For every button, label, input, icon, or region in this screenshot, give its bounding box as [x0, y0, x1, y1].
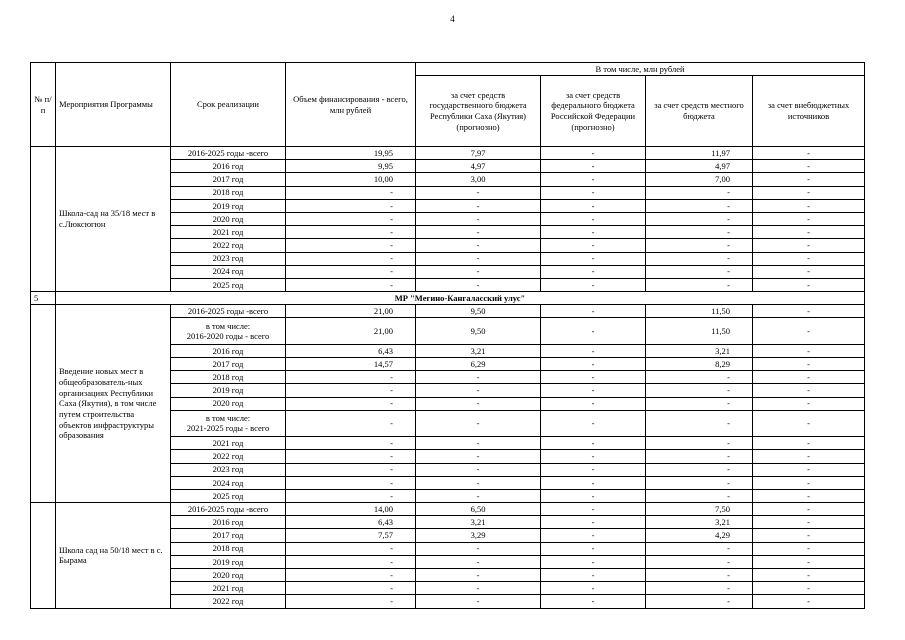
cell-local-budget: -: [646, 226, 753, 239]
cell-federal-budget: -: [541, 199, 646, 212]
cell-local-budget: 8,29: [646, 358, 753, 371]
cell-local-budget: -: [646, 410, 753, 436]
cell-federal-budget: -: [541, 384, 646, 397]
cell-period: 2020 год: [171, 569, 286, 582]
cell-federal-budget: -: [541, 160, 646, 173]
cell-period: 2022 год: [171, 239, 286, 252]
cell-state-budget: -: [416, 239, 541, 252]
cell-extrabudgetary: -: [753, 265, 865, 278]
cell-total: 21,00: [286, 318, 416, 344]
cell-local-budget: -: [646, 384, 753, 397]
cell-total: -: [286, 437, 416, 450]
cell-local-budget: -: [646, 212, 753, 225]
cell-period: 2021 год: [171, 437, 286, 450]
cell-state-budget: -: [416, 489, 541, 502]
cell-total: -: [286, 410, 416, 436]
cell-period: 2018 год: [171, 186, 286, 199]
table-row: [31, 503, 865, 516]
cell-period: 2019 год: [171, 384, 286, 397]
cell-local-budget: -: [646, 278, 753, 291]
cell-total: -: [286, 212, 416, 225]
cell-federal-budget: -: [541, 569, 646, 582]
cell-state-budget: -: [416, 582, 541, 595]
cell-local-budget: -: [646, 437, 753, 450]
cell-local-budget: 4,29: [646, 529, 753, 542]
cell-extrabudgetary: -: [753, 542, 865, 555]
cell-federal-budget: -: [541, 212, 646, 225]
cell-local-budget: -: [646, 186, 753, 199]
header-state-budget: за счет средств государственного бюджета Республики Саха (Якутия) (прогнозно): [416, 76, 541, 147]
cell-total: -: [286, 463, 416, 476]
cell-extrabudgetary: -: [753, 384, 865, 397]
cell-period: 2020 год: [171, 212, 286, 225]
header-total: Объем финансирования - всего, млн рублей: [286, 63, 416, 147]
cell-local-budget: 11,50: [646, 305, 753, 318]
cell-federal-budget: -: [541, 437, 646, 450]
cell-extrabudgetary: -: [753, 344, 865, 357]
header-event: Мероприятия Программы: [56, 63, 171, 147]
cell-extrabudgetary: -: [753, 371, 865, 384]
cell-total: -: [286, 569, 416, 582]
cell-state-budget: 6,29: [416, 358, 541, 371]
cell-total: 6,43: [286, 516, 416, 529]
cell-local-budget: -: [646, 450, 753, 463]
cell-extrabudgetary: -: [753, 305, 865, 318]
table-row: [31, 305, 865, 318]
budget-table: [30, 62, 865, 609]
page-number: 4: [450, 14, 455, 24]
cell-period: 2022 год: [171, 595, 286, 608]
cell-extrabudgetary: -: [753, 503, 865, 516]
cell-total: -: [286, 542, 416, 555]
cell-total: -: [286, 397, 416, 410]
cell-federal-budget: -: [541, 173, 646, 186]
header-extrabudgetary: за счет внебюджетных источников: [753, 76, 865, 147]
cell-extrabudgetary: -: [753, 278, 865, 291]
cell-extrabudgetary: -: [753, 358, 865, 371]
cell-federal-budget: -: [541, 358, 646, 371]
cell-total: 10,00: [286, 173, 416, 186]
cell-local-budget: -: [646, 252, 753, 265]
cell-state-budget: 9,50: [416, 318, 541, 344]
cell-federal-budget: -: [541, 397, 646, 410]
cell-federal-budget: -: [541, 555, 646, 568]
cell-state-budget: -: [416, 186, 541, 199]
cell-extrabudgetary: -: [753, 437, 865, 450]
cell-period: 2016-2025 годы -всего: [171, 305, 286, 318]
cell-period: 2025 год: [171, 489, 286, 502]
cell-state-budget: -: [416, 252, 541, 265]
table-row: [31, 147, 865, 160]
cell-extrabudgetary: -: [753, 173, 865, 186]
cell-period: 2020 год: [171, 397, 286, 410]
cell-total: -: [286, 226, 416, 239]
cell-extrabudgetary: -: [753, 555, 865, 568]
cell-federal-budget: -: [541, 371, 646, 384]
cell-total: -: [286, 489, 416, 502]
cell-period: 2017 год: [171, 358, 286, 371]
cell-state-budget: -: [416, 371, 541, 384]
cell-period: 2016 год: [171, 344, 286, 357]
cell-local-budget: -: [646, 476, 753, 489]
cell-state-budget: -: [416, 265, 541, 278]
cell-total: 6,43: [286, 344, 416, 357]
cell-total: -: [286, 239, 416, 252]
cell-federal-budget: -: [541, 318, 646, 344]
cell-state-budget: -: [416, 226, 541, 239]
cell-state-budget: 3,21: [416, 344, 541, 357]
cell-extrabudgetary: -: [753, 239, 865, 252]
cell-total: 14,57: [286, 358, 416, 371]
cell-period: в том числе: 2021-2025 годы - всего: [171, 410, 286, 436]
cell-extrabudgetary: -: [753, 476, 865, 489]
cell-total: -: [286, 582, 416, 595]
cell-state-budget: 3,00: [416, 173, 541, 186]
cell-local-budget: -: [646, 489, 753, 502]
header-local-budget: за счет средств местного бюджета: [646, 76, 753, 147]
cell-federal-budget: -: [541, 595, 646, 608]
cell-period: 2017 год: [171, 173, 286, 186]
cell-extrabudgetary: -: [753, 410, 865, 436]
cell-period: 2016-2025 годы -всего: [171, 147, 286, 160]
cell-federal-budget: -: [541, 489, 646, 502]
cell-period: 2023 год: [171, 252, 286, 265]
cell-period: в том числе: 2016-2020 годы - всего: [171, 318, 286, 344]
cell-extrabudgetary: -: [753, 582, 865, 595]
cell-total: -: [286, 384, 416, 397]
cell-total: -: [286, 199, 416, 212]
cell-period: 2016-2025 годы -всего: [171, 503, 286, 516]
cell-federal-budget: -: [541, 147, 646, 160]
cell-local-budget: -: [646, 555, 753, 568]
cell-federal-budget: -: [541, 344, 646, 357]
header-num: № п/п: [31, 63, 56, 147]
cell-federal-budget: -: [541, 476, 646, 489]
cell-period: 2019 год: [171, 555, 286, 568]
cell-federal-budget: -: [541, 410, 646, 436]
cell-extrabudgetary: -: [753, 147, 865, 160]
cell-period: 2017 год: [171, 529, 286, 542]
cell-state-budget: -: [416, 212, 541, 225]
header-row-top: [31, 63, 865, 76]
cell-federal-budget: -: [541, 239, 646, 252]
cell-state-budget: -: [416, 199, 541, 212]
cell-extrabudgetary: -: [753, 489, 865, 502]
header-federal-budget: за счет средств федерального бюджета Российской Федерации (прогнозно): [541, 76, 646, 147]
cell-local-budget: 4,97: [646, 160, 753, 173]
cell-local-budget: 11,97: [646, 147, 753, 160]
cell-local-budget: 3,21: [646, 516, 753, 529]
cell-local-budget: -: [646, 265, 753, 278]
cell-state-budget: -: [416, 463, 541, 476]
cell-state-budget: -: [416, 437, 541, 450]
cell-state-budget: -: [416, 595, 541, 608]
cell-federal-budget: -: [541, 529, 646, 542]
cell-total: -: [286, 555, 416, 568]
cell-local-budget: 3,21: [646, 344, 753, 357]
header-including: В том числе, млн рублей: [416, 63, 865, 76]
cell-local-budget: -: [646, 397, 753, 410]
cell-federal-budget: -: [541, 278, 646, 291]
cell-state-budget: -: [416, 450, 541, 463]
cell-extrabudgetary: -: [753, 160, 865, 173]
cell-state-budget: -: [416, 476, 541, 489]
cell-period: 2016 год: [171, 516, 286, 529]
cell-state-budget: -: [416, 278, 541, 291]
cell-total: 7,57: [286, 529, 416, 542]
cell-state-budget: -: [416, 542, 541, 555]
cell-period: 2019 год: [171, 199, 286, 212]
cell-local-budget: -: [646, 569, 753, 582]
cell-extrabudgetary: -: [753, 199, 865, 212]
cell-total: 9,95: [286, 160, 416, 173]
cell-state-budget: 6,50: [416, 503, 541, 516]
cell-federal-budget: -: [541, 450, 646, 463]
cell-period: 2022 год: [171, 450, 286, 463]
row-num: [31, 147, 56, 292]
cell-extrabudgetary: -: [753, 450, 865, 463]
header-period: Срок реализации: [171, 63, 286, 147]
cell-total: -: [286, 476, 416, 489]
cell-extrabudgetary: -: [753, 529, 865, 542]
cell-federal-budget: -: [541, 265, 646, 278]
cell-federal-budget: -: [541, 226, 646, 239]
cell-total: 14,00: [286, 503, 416, 516]
table-body: [31, 63, 865, 609]
cell-federal-budget: -: [541, 305, 646, 318]
cell-state-budget: 7,97: [416, 147, 541, 160]
cell-total: -: [286, 450, 416, 463]
cell-local-budget: -: [646, 463, 753, 476]
cell-extrabudgetary: -: [753, 397, 865, 410]
row-num: [31, 305, 56, 503]
cell-local-budget: -: [646, 239, 753, 252]
cell-period: 2018 год: [171, 371, 286, 384]
row-num: [31, 503, 56, 609]
cell-state-budget: -: [416, 410, 541, 436]
cell-federal-budget: -: [541, 463, 646, 476]
cell-local-budget: -: [646, 542, 753, 555]
cell-state-budget: 3,29: [416, 529, 541, 542]
cell-state-budget: -: [416, 384, 541, 397]
cell-extrabudgetary: -: [753, 252, 865, 265]
event-name: Школа-сад на 35/18 мест в с.Люксюгюн: [56, 147, 171, 292]
cell-federal-budget: -: [541, 252, 646, 265]
cell-extrabudgetary: -: [753, 226, 865, 239]
cell-state-budget: 4,97: [416, 160, 541, 173]
cell-period: 2025 год: [171, 278, 286, 291]
cell-period: 2024 год: [171, 476, 286, 489]
cell-period: 2023 год: [171, 463, 286, 476]
cell-total: -: [286, 186, 416, 199]
cell-extrabudgetary: -: [753, 516, 865, 529]
cell-extrabudgetary: -: [753, 186, 865, 199]
cell-local-budget: -: [646, 371, 753, 384]
event-name: Школа сад на 50/18 мест в с. Бырама: [56, 503, 171, 609]
cell-state-budget: 3,21: [416, 516, 541, 529]
cell-federal-budget: -: [541, 503, 646, 516]
cell-local-budget: 7,00: [646, 173, 753, 186]
cell-total: -: [286, 371, 416, 384]
cell-federal-budget: -: [541, 582, 646, 595]
cell-extrabudgetary: -: [753, 318, 865, 344]
cell-local-budget: 7,50: [646, 503, 753, 516]
cell-state-budget: -: [416, 569, 541, 582]
cell-local-budget: -: [646, 199, 753, 212]
event-name: Введение новых мест в общеобразователь-ных организациях Республики Саха (Якутия), в том числе путем строительства объектов инфраструктуры образования: [56, 305, 171, 503]
cell-local-budget: 11,50: [646, 318, 753, 344]
cell-total: -: [286, 252, 416, 265]
cell-extrabudgetary: -: [753, 595, 865, 608]
cell-period: 2016 год: [171, 160, 286, 173]
cell-period: 2021 год: [171, 582, 286, 595]
section-title: МР "Мегино-Кангаласский улус": [56, 292, 865, 305]
cell-local-budget: -: [646, 595, 753, 608]
cell-extrabudgetary: -: [753, 212, 865, 225]
cell-state-budget: -: [416, 555, 541, 568]
cell-federal-budget: -: [541, 186, 646, 199]
cell-period: 2018 год: [171, 542, 286, 555]
cell-total: -: [286, 595, 416, 608]
section-number: 5: [31, 292, 56, 305]
cell-total: 19,95: [286, 147, 416, 160]
cell-total: -: [286, 278, 416, 291]
cell-period: 2024 год: [171, 265, 286, 278]
cell-extrabudgetary: -: [753, 569, 865, 582]
cell-local-budget: -: [646, 582, 753, 595]
section-row: [31, 292, 865, 305]
cell-state-budget: -: [416, 397, 541, 410]
cell-total: 21,00: [286, 305, 416, 318]
cell-extrabudgetary: -: [753, 463, 865, 476]
cell-federal-budget: -: [541, 542, 646, 555]
cell-period: 2021 год: [171, 226, 286, 239]
cell-total: -: [286, 265, 416, 278]
cell-state-budget: 9,50: [416, 305, 541, 318]
cell-federal-budget: -: [541, 516, 646, 529]
